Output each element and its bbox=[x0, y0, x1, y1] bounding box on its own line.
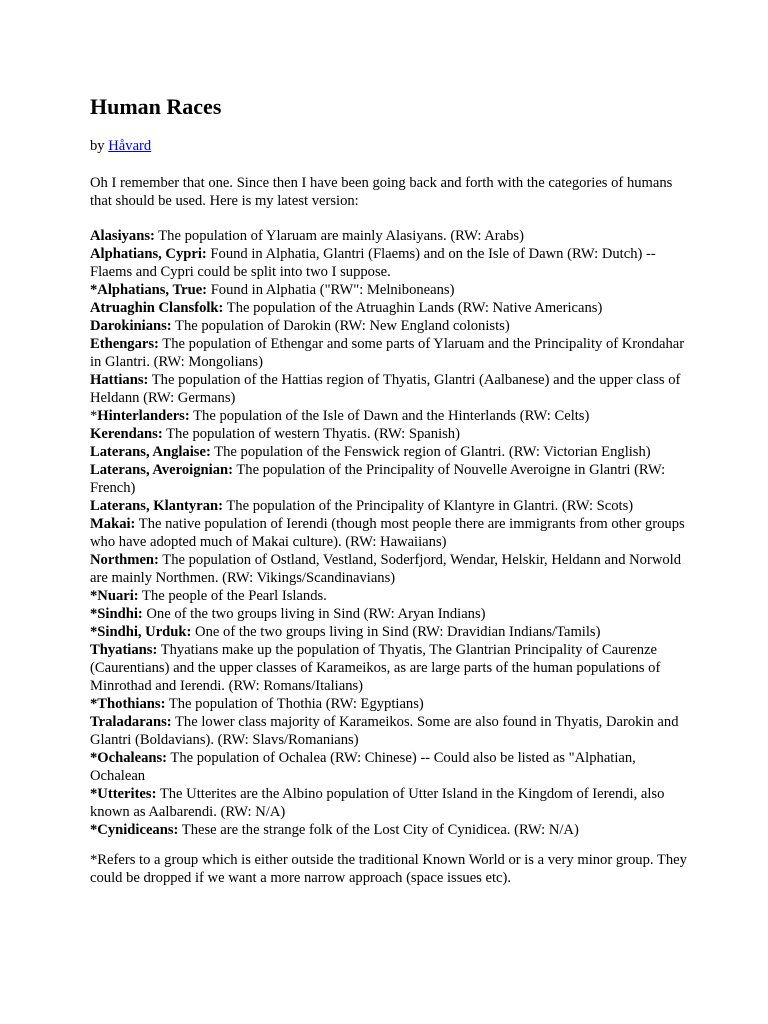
race-entry bbox=[90, 785, 690, 821]
race-description: The people of the Pearl Islands. bbox=[138, 588, 327, 604]
intro-paragraph: Oh I remember that one. Since then I have been going back and forth with the categories of humans that should be used. Here is my latest version: bbox=[90, 175, 673, 209]
race-name: Hattians: bbox=[90, 372, 149, 388]
race-description: The population of the Atruaghin Lands (RW: Native Americans) bbox=[223, 300, 603, 316]
race-description: The population of the Fenswick region of Glantri. (RW: Victorian English) bbox=[210, 444, 651, 460]
race-entry bbox=[90, 461, 690, 497]
race-name: *Alphatians, True: bbox=[90, 282, 208, 298]
race-entry bbox=[90, 623, 690, 641]
race-entry bbox=[90, 227, 690, 245]
race-description: The population of Ylaruam are mainly Alasiyans. (RW: Arabs) bbox=[154, 228, 524, 244]
race-description: The population of Ethengar and some parts of Ylaruam and the Principality of Krondahar in Glantri. (RW: Mongolians) bbox=[90, 336, 685, 370]
race-description: Found in Alphatia ("RW": Melniboneans) bbox=[207, 282, 455, 298]
race-name: *Ochaleans: bbox=[90, 750, 168, 766]
race-name: Kerendans: bbox=[90, 426, 163, 442]
race-name: *Cynidiceans: bbox=[90, 822, 179, 838]
race-entry bbox=[90, 443, 690, 461]
race-description: These are the strange folk of the Lost City of Cynidicea. (RW: N/A) bbox=[178, 822, 579, 838]
race-entry bbox=[90, 299, 690, 317]
race-description: Thyatians make up the population of Thyatis, The Glantrian Principality of Caurenze (Caurentians) and the upper classes of Karameikos, as are large parts of the human populations of Minrothad and Ierendi. (RW: Romans/Italians) bbox=[90, 642, 661, 694]
race-entry bbox=[90, 515, 690, 551]
race-description: The population of Darokin (RW: New England colonists) bbox=[171, 318, 510, 334]
race-name: Ethengars: bbox=[90, 336, 159, 352]
race-entry bbox=[90, 821, 690, 839]
race-entry bbox=[90, 749, 690, 785]
race-name: Laterans, Klantyran: bbox=[90, 498, 223, 514]
race-description: The Utterites are the Albino population of Utter Island in the Kingdom of Ierendi, also known as Aalbarendi. (RW: N/A) bbox=[90, 786, 665, 820]
race-description: Found in Alphatia, Glantri (Flaems) and on the Isle of Dawn (RW: Dutch) -- Flaems and Cypri could be split into two I suppose. bbox=[90, 246, 656, 280]
race-name: Alasiyans: bbox=[90, 228, 155, 244]
race-name: Hinterlanders: bbox=[97, 408, 190, 424]
byline bbox=[90, 137, 151, 155]
race-description: The population of the Principality of Klantyre in Glantri. (RW: Scots) bbox=[222, 498, 634, 514]
race-entry bbox=[90, 605, 690, 623]
race-description: The population of the Isle of Dawn and the Hinterlands (RW: Celts) bbox=[189, 408, 590, 424]
race-name: *Thothians: bbox=[90, 696, 166, 712]
race-entry bbox=[90, 425, 690, 443]
race-entry bbox=[90, 281, 690, 299]
race-description: The population of Ostland, Vestland, Soderfjord, Wendar, Helskir, Heldann and Norwold are mainly Northmen. (RW: Vikings/Scandinavians) bbox=[90, 552, 682, 586]
page-title: Human Races bbox=[90, 94, 222, 119]
race-list bbox=[90, 227, 690, 839]
footnote-paragraph: *Refers to a group which is either outside the traditional Known World or is a very minor group. They could be dropped if we want a more narrow approach (space issues etc). bbox=[90, 852, 687, 886]
race-description: The population of Ochalea (RW: Chinese) -- Could also be listed as "Alphatian, Ochalean bbox=[90, 750, 636, 784]
author-link[interactable]: Håvard bbox=[108, 138, 152, 154]
race-entry: *Hinterlanders: The population of the Isle of Dawn and the Hinterlands (RW: Celts) bbox=[90, 408, 590, 424]
race-entry bbox=[90, 317, 690, 335]
race-entry bbox=[90, 335, 690, 371]
race-name: Thyatians: bbox=[90, 642, 158, 658]
race-name: Laterans, Anglaise: bbox=[90, 444, 211, 460]
race-name: Northmen: bbox=[90, 552, 159, 568]
race-entry bbox=[90, 497, 690, 515]
race-description: The population of the Principality of Nouvelle Averoigne in Glantri (RW: French) bbox=[90, 462, 666, 496]
race-name: *Nuari: bbox=[90, 588, 139, 604]
race-name: Atruaghin Clansfolk: bbox=[90, 300, 224, 316]
race-description: The population of western Thyatis. (RW: Spanish) bbox=[162, 426, 460, 442]
race-description: The native population of Ierendi (though most people there are immigrants from other groups who have adopted much of Makai culture). (RW: Hawaiians) bbox=[90, 516, 685, 550]
race-description: One of the two groups living in Sind (RW: Dravidian Indians/Tamils) bbox=[191, 624, 601, 640]
byline-prefix: by bbox=[90, 138, 109, 154]
race-description: One of the two groups living in Sind (RW: Aryan Indians) bbox=[142, 606, 486, 622]
race-name: Alphatians, Cypri: bbox=[90, 246, 207, 262]
race-name: Traladarans: bbox=[90, 714, 172, 730]
race-entry bbox=[90, 587, 690, 605]
race-entry bbox=[90, 713, 690, 749]
race-name: Darokinians: bbox=[90, 318, 172, 334]
race-entry bbox=[90, 641, 690, 695]
race-description: The population of the Hattias region of Thyatis, Glantri (Aalbanese) and the upper class of Heldann (RW: Germans) bbox=[90, 372, 681, 406]
race-name: Makai: bbox=[90, 516, 136, 532]
race-entry bbox=[90, 551, 690, 587]
race-name: Laterans, Averoignian: bbox=[90, 462, 233, 478]
race-name: *Utterites: bbox=[90, 786, 157, 802]
race-description: The lower class majority of Karameikos. Some are also found in Thyatis, Darokin and Glantri (Boldavians). (RW: Slavs/Romanians) bbox=[90, 714, 679, 748]
race-entry bbox=[90, 245, 690, 281]
race-name: *Sindhi: bbox=[90, 606, 143, 622]
race-entry bbox=[90, 695, 690, 713]
race-name: *Sindhi, Urduk: bbox=[90, 624, 192, 640]
race-description: The population of Thothia (RW: Egyptians) bbox=[165, 696, 424, 712]
race-entry bbox=[90, 371, 690, 407]
